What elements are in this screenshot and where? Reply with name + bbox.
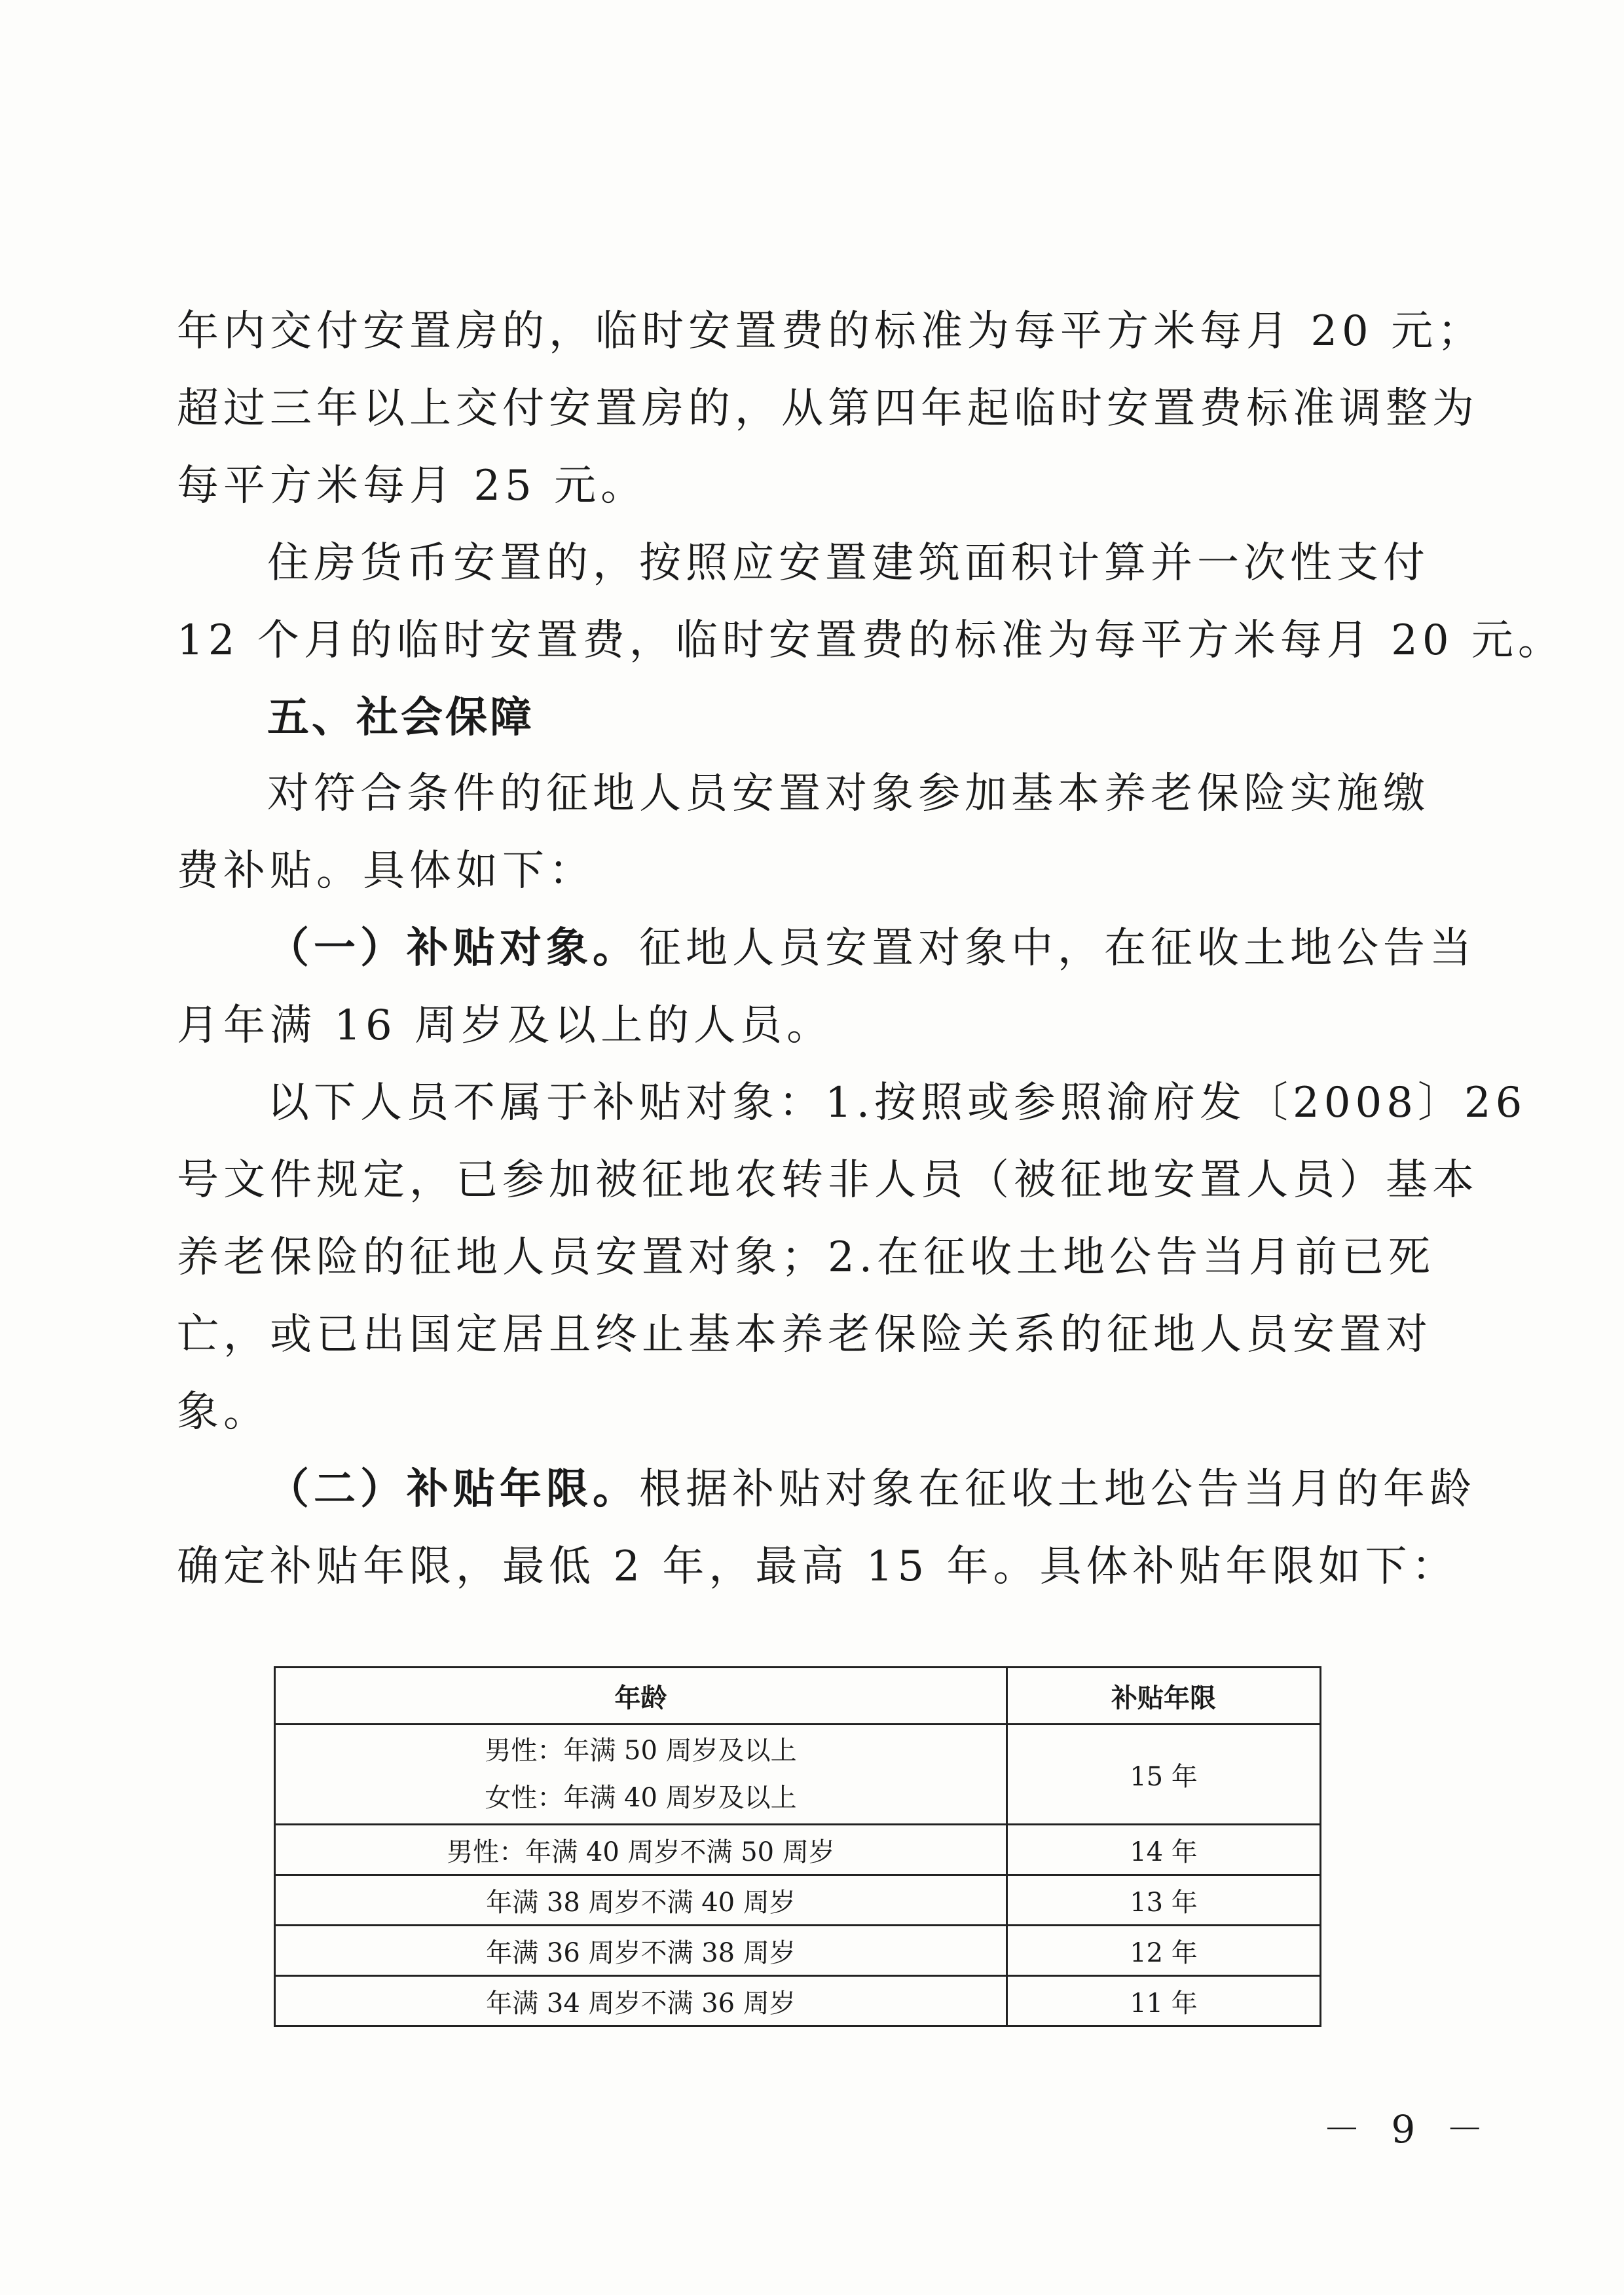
years-cell: 11 年	[1007, 1976, 1321, 2026]
age-line: 男性：年满 50 周岁及以上	[485, 1736, 797, 1766]
body-text-line: 号文件规定，已参加被征地农转非人员（被征地安置人员）基本	[177, 1156, 1479, 1204]
body-text-line: 超过三年以上交付安置房的，从第四年起临时安置费标准调整为	[177, 384, 1479, 433]
table-header-row	[275, 1668, 1321, 1725]
table-row	[275, 1976, 1321, 2026]
table-row	[275, 1725, 1321, 1825]
age-cell: 男性：年满 40 周岁不满 50 周岁	[275, 1825, 1007, 1875]
body-text-line: 确定补贴年限，最低 2 年，最高 15 年。具体补贴年限如下：	[177, 1542, 1458, 1591]
age-cell	[275, 1725, 1007, 1825]
subsection-line	[267, 1463, 1479, 1516]
body-text-line: 对符合条件的征地人员安置对象参加基本养老保险实施缴	[267, 770, 1430, 818]
years-cell: 15 年	[1007, 1725, 1321, 1825]
subsidy-years-table	[274, 1666, 1321, 2027]
age-cell: 年满 34 周岁不满 36 周岁	[275, 1976, 1007, 2026]
years-cell: 12 年	[1007, 1926, 1321, 1976]
section-heading: 五、社会保障	[267, 694, 534, 742]
body-text-line: 12 个月的临时安置费，临时安置费的标准为每平方米每月 20 元。	[177, 616, 1564, 665]
years-cell: 14 年	[1007, 1825, 1321, 1875]
age-line: 女性：年满 40 周岁及以上	[485, 1783, 797, 1813]
body-text-line: 养老保险的征地人员安置对象；2.在征收土地公告当月前已死	[177, 1233, 1435, 1282]
header-years: 补贴年限	[1007, 1668, 1321, 1725]
body-text-line: 年内交付安置房的，临时安置费的标准为每平方米每月 20 元；	[177, 307, 1485, 356]
age-cell: 年满 36 周岁不满 38 周岁	[275, 1926, 1007, 1976]
body-text-span: 根据补贴对象在征收土地公告当月的年龄	[639, 1465, 1476, 1514]
years-cell: 13 年	[1007, 1875, 1321, 1926]
subsection-title: （二）补贴年限。	[267, 1465, 639, 1514]
body-text-line: 费补贴。具体如下：	[177, 847, 595, 895]
age-cell: 年满 38 周岁不满 40 周岁	[275, 1875, 1007, 1926]
table-row	[275, 1926, 1321, 1976]
body-text-line: 住房货币安置的，按照应安置建筑面积计算并一次性支付	[267, 539, 1430, 588]
body-text-span: 征地人员安置对象中，在征收土地公告当	[639, 924, 1476, 973]
subsection-line	[267, 922, 1479, 975]
body-text-line: 象。	[177, 1388, 270, 1436]
table-row	[275, 1825, 1321, 1875]
body-text-line: 每平方米每月 25 元。	[177, 462, 648, 510]
table-row	[275, 1875, 1321, 1926]
subsection-title: （一）补贴对象。	[267, 924, 639, 973]
header-age: 年龄	[275, 1668, 1007, 1725]
body-text-line: 亡，或已出国定居且终止基本养老保险关系的征地人员安置对	[177, 1311, 1432, 1359]
body-text-line: 月年满 16 周岁及以上的人员。	[177, 1001, 834, 1050]
body-text-line: 以下人员不属于补贴对象：1.按照或参照渝府发〔2008〕26	[267, 1079, 1527, 1127]
page-number: － 9 －	[1323, 2107, 1493, 2152]
